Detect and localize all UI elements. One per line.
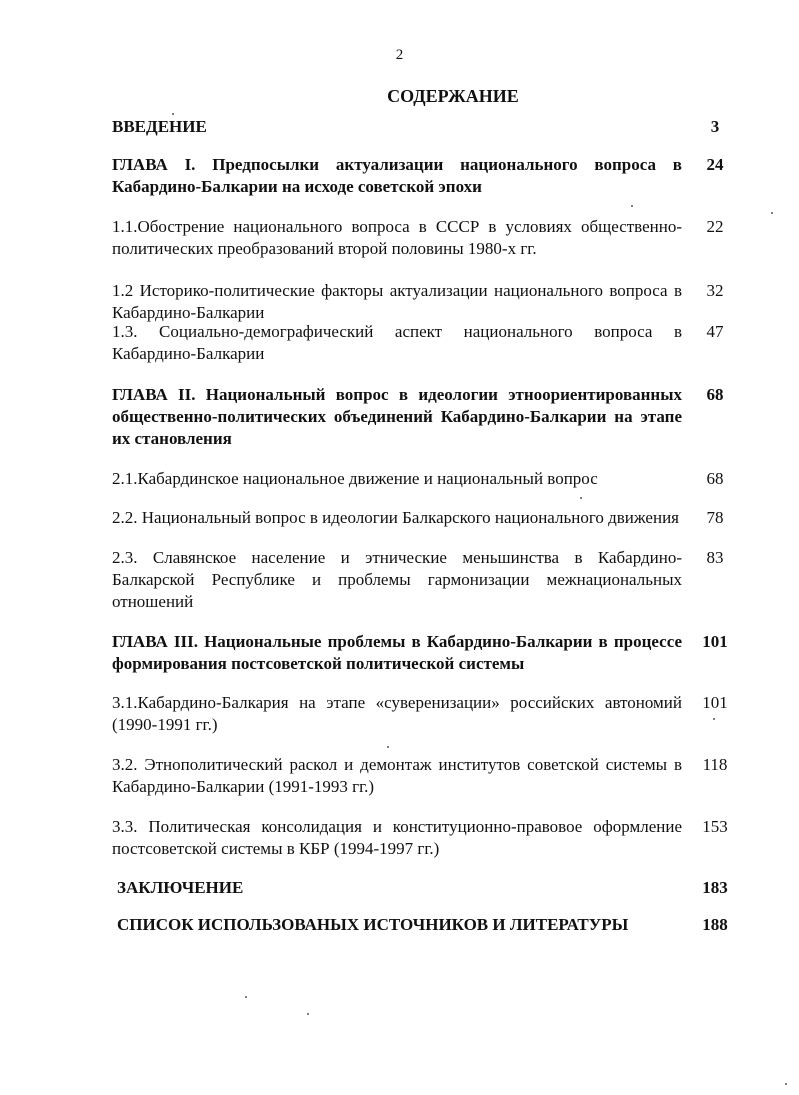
toc-entry-section-2-1	[112, 468, 682, 490]
toc-entry-section-1-3	[112, 321, 682, 365]
toc-entry-section-3-1	[112, 692, 682, 736]
scan-speck	[172, 113, 174, 115]
toc-page-number: 3	[710, 117, 720, 136]
page-title: СОДЕРЖАНИЕ	[387, 86, 519, 106]
toc-entry-title: СПИСОК ИСПОЛЬЗОВАНЫХ ИСТОЧНИКОВ И ЛИТЕРАТУРЫ	[117, 915, 629, 934]
toc-page-number: 47	[706, 322, 724, 341]
scan-speck	[785, 1083, 787, 1085]
toc-entry-title: 3.2. Этнополитический раскол и демонтаж институтов советской системы в Кабардино-Балкарии (1991-1993 гг.)	[112, 755, 682, 796]
toc-entry-chapter-2	[112, 384, 682, 450]
toc-entry-chapter-3	[112, 631, 682, 675]
scan-speck	[631, 205, 633, 207]
scan-speck	[387, 746, 389, 748]
toc-entry-title: ГЛАВА I. Предпосылки актуализации национального вопроса в Кабардино-Балкарии на исходе советской эпохи	[112, 155, 682, 196]
toc-entry-title: 1.3. Социально-демографический аспект национального вопроса в Кабардино-Балкарии	[112, 322, 682, 363]
toc-page-number: 153	[702, 817, 728, 836]
toc-entry-title: 2.2. Национальный вопрос в идеологии Балкарского национального движения	[112, 508, 679, 527]
toc-entry-section-2-3	[112, 547, 682, 613]
scan-speck	[245, 996, 247, 998]
scan-speck	[713, 718, 715, 720]
scan-speck	[771, 212, 773, 214]
toc-page-number: 78	[706, 508, 724, 527]
scan-speck	[307, 1013, 309, 1015]
toc-page-number: 24	[706, 155, 724, 174]
toc-entry-title: 3.1.Кабардино-Балкария на этапе «суверенизации» российских автономий (1990-1991 гг.)	[112, 693, 682, 734]
toc-entry-title: ГЛАВА II. Национальный вопрос в идеологии этноориентированных общественно-политических объединений Кабардино-Балкарии на этапе их становления	[112, 385, 682, 448]
page-number: 2	[395, 47, 404, 63]
toc-entry-conclusion	[117, 877, 687, 899]
toc-entry-title: 1.2 Историко-политические факторы актуализации национального вопроса в Кабардино-Балкарии	[112, 281, 682, 322]
toc-entry-title: ЗАКЛЮЧЕНИЕ	[117, 878, 244, 897]
toc-page-number: 101	[702, 632, 728, 651]
toc-page-number: 83	[706, 548, 724, 567]
toc-entry-introduction	[112, 116, 682, 138]
toc-entry-title: ВВЕДЕНИЕ	[112, 117, 207, 136]
toc-entry-bibliography	[117, 914, 677, 936]
toc-page-number: 32	[706, 281, 724, 300]
toc-entry-section-1-1	[112, 216, 682, 260]
toc-entry-section-2-2	[112, 507, 682, 529]
scan-speck	[580, 497, 582, 499]
toc-page-number: 68	[706, 385, 724, 404]
toc-entry-title: 2.3. Славянское население и этнические меньшинства в Кабардино-Балкарской Республике и проблемы гармонизации межнациональных отношений	[112, 548, 682, 611]
toc-entry-title: 2.1.Кабардинское национальное движение и национальный вопрос	[112, 469, 598, 488]
toc-entry-section-3-3	[112, 816, 682, 860]
toc-entry-section-1-2	[112, 280, 682, 324]
toc-entry-title: ГЛАВА III. Национальные проблемы в Кабардино-Балкарии в процессе формирования постсоветской политической системы	[112, 632, 682, 673]
toc-page-number: 183	[702, 878, 728, 897]
toc-page-number: 68	[706, 469, 724, 488]
toc-entry-chapter-1	[112, 154, 682, 198]
toc-entry-title: 3.3. Политическая консолидация и конституционно-правовое оформление постсоветской системы в КБР (1994-1997 гг.)	[112, 817, 682, 858]
toc-entry-title: 1.1.Обострение национального вопроса в СССР в условиях общественно-политических преобразований второй половины 1980-х гг.	[112, 217, 682, 258]
toc-page-number: 101	[702, 693, 728, 712]
toc-page-number: 22	[706, 217, 724, 236]
toc-page-number: 118	[702, 755, 728, 774]
toc-page-number: 188	[702, 915, 728, 934]
toc-entry-section-3-2	[112, 754, 682, 798]
